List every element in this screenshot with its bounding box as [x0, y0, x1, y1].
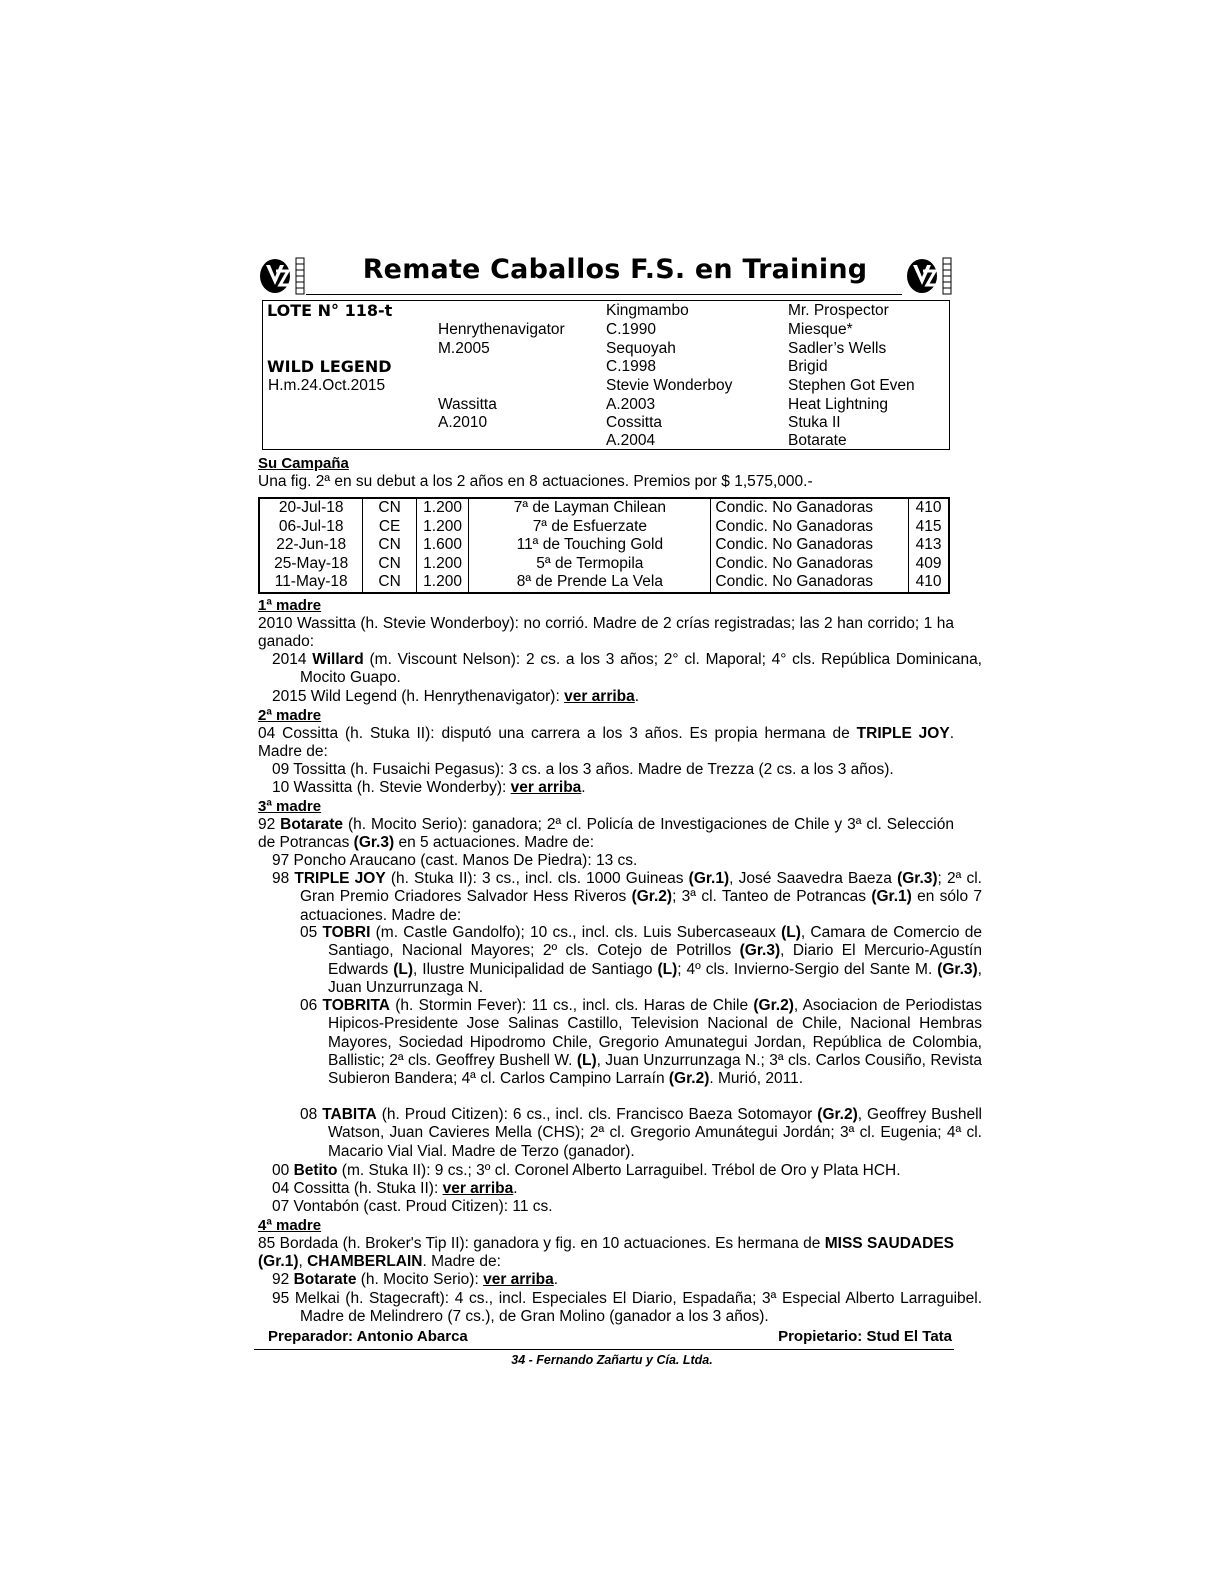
grandsire-1: Kingmambo [606, 302, 689, 319]
race-distance: 1.200 [416, 518, 468, 537]
table-row [259, 555, 949, 574]
race-weight: 415 [909, 518, 949, 537]
table-row [259, 573, 949, 593]
grandsire-2-info: A.2003 [606, 396, 656, 413]
third-dam-intro: 92 Botarate (h. Mocito Serio): ganadora; 2ª cl. Policía de Investigaciones de Chile y 3ª cl. Selección de Potrancas (Gr.3) en 5 actuaciones. Madre de: [258, 816, 954, 852]
race-track: CN [363, 498, 416, 518]
fourth-dam-foal: 92 Botarate (h. Mocito Serio): ver arriba. [272, 1271, 559, 1288]
sire-name: Henrythenavigator [438, 321, 565, 338]
race-weight: 410 [909, 573, 949, 593]
race-result: 8ª de Prende La Vela [469, 573, 711, 593]
first-dam-intro: 2010 Wassitta (h. Stevie Wonderboy): no corrió. Madre de 2 crías registradas; las 2 han corrido; 1 ha ganado: [258, 615, 954, 651]
ancestor-1: Mr. Prospector [788, 302, 889, 319]
race-result: 11ª de Touching Gold [469, 536, 711, 555]
title-underline [306, 294, 902, 295]
race-condition: Condic. No Ganadoras [711, 573, 909, 593]
third-dam-foal: 97 Poncho Araucano (cast. Manos De Piedra): 13 cs. [272, 852, 638, 869]
race-condition: Condic. No Ganadoras [711, 498, 909, 518]
fourth-dam-heading: 4ª madre [258, 1217, 322, 1234]
third-dam-grandfoal: 08 TABITA (h. Proud Citizen): 6 cs., incl. cls. Francisco Baeza Sotomayor (Gr.2), Geoffrey Bushell Watson, Juan Cavieres Mella (CHS); 2ª cl. Gregorio Amunátegui Jordán; 3ª cl. Eugenia; 4ª cl. Macario Vial Vial. Madre de Terzo (ganador). [300, 1106, 982, 1160]
campaign-summary: Una fig. 2ª en su debut a los 2 años en 8 actuaciones. Premios por $ 1,575,000.- [258, 473, 813, 490]
third-dam-foal: 98 TRIPLE JOY (h. Stuka II): 3 cs., incl. cls. 1000 Guineas (Gr.1), José Saavedra Baeza (Gr.3); 2ª cl. Gran Premio Criadores Salvador Hess Riveros (Gr.2); 3ª cl. Tanteo de Potrancas (Gr.1) en sólo 7 actuaciones. Madre de: [272, 870, 982, 924]
race-distance: 1.200 [416, 555, 468, 574]
second-dam-foal: 09 Tossitta (h. Fusaichi Pegasus): 3 cs. a los 3 años. Madre de Trezza (2 cs. a los 3 años). [272, 761, 894, 778]
page-title: Remate Caballos F.S. en Training [362, 254, 868, 285]
dam-info: A.2010 [438, 414, 488, 431]
race-result: 7ª de Esfuerzate [469, 518, 711, 537]
third-dam-foal: 00 Betito (m. Stuka II): 9 cs.; 3º cl. Coronel Alberto Larraguibel. Trébol de Oro y Plata HCH. [272, 1162, 901, 1179]
ver-arriba-link[interactable]: ver arriba [442, 1180, 514, 1197]
table-row [259, 536, 949, 555]
grandsire-1-info: C.1990 [606, 321, 656, 338]
fourth-dam-intro: 85 Bordada (h. Broker's Tip II): ganadora y fig. en 10 actuaciones. Es hermana de MISS SAUDADES (Gr.1), CHAMBERLAIN. Madre de: [258, 1235, 954, 1271]
race-date: 06-Jul-18 [259, 518, 363, 537]
trainer-label: Preparador: Antonio Abarca [268, 1328, 468, 1345]
race-date: 22-Jun-18 [259, 536, 363, 555]
race-weight: 413 [909, 536, 949, 555]
race-date: 25-May-18 [259, 555, 363, 574]
campaign-table [258, 497, 950, 594]
race-date: 11-May-18 [259, 573, 363, 593]
race-track: CN [363, 573, 416, 593]
ver-arriba-link[interactable]: ver arriba [483, 1271, 554, 1288]
race-distance: 1.200 [416, 573, 468, 593]
race-condition: Condic. No Ganadoras [711, 555, 909, 574]
owner-label: Propietario: Stud El Tata [778, 1328, 952, 1345]
race-track: CN [363, 536, 416, 555]
ancestor-4: Brigid [788, 358, 828, 375]
table-row [259, 498, 949, 518]
granddam-1-info: C.1998 [606, 358, 656, 375]
grandsire-2: Stevie Wonderboy [606, 377, 733, 394]
race-condition: Condic. No Ganadoras [711, 536, 909, 555]
sire-info: M.2005 [438, 340, 490, 357]
horse-info: H.m.24.Oct.2015 [268, 377, 386, 394]
table-row [259, 518, 949, 537]
race-condition: Condic. No Ganadoras [711, 518, 909, 537]
first-dam-foal: 2015 Wild Legend (h. Henrythenavigator): ver arriba. [272, 688, 640, 705]
fourth-dam-foal: 95 Melkai (h. Stagecraft): 4 cs., incl. Especiales El Diario, Espadaña; 3ª Especial Alberto Larraguibel. Madre de Melindrero (7 cs.), de Gran Molino (ganador a los 3 años). [272, 1290, 982, 1326]
page-number: 34 - Fernando Zañartu y Cía. Ltda. [511, 1353, 713, 1367]
ancestor-8: Botarate [788, 432, 847, 449]
pedigree-box [262, 300, 950, 450]
race-track: CE [363, 518, 416, 537]
second-dam-intro: 04 Cossitta (h. Stuka II): disputó una carrera a los 3 años. Es propia hermana de TRIPLE JOY. Madre de: [258, 725, 954, 761]
granddam-2: Cossitta [606, 414, 662, 431]
ver-arriba-link[interactable]: ver arriba [510, 779, 582, 796]
first-dam-foal: 2014 Willard (m. Viscount Nelson): 2 cs. a los 3 años; 2° cl. Maporal; 4° cls. República Dominicana, Mocito Guapo. [272, 651, 982, 687]
ancestor-5: Stephen Got Even [788, 377, 915, 394]
horse-name: WILD LEGEND [267, 357, 392, 376]
third-dam-grandfoal: 06 TOBRITA (h. Stormin Fever): 11 cs., incl. cls. Haras de Chile (Gr.2), Asociacion de Periodistas Hipicos-Presidente Jose Salinas Castillo, Television Nacional de Chile, Nacional Hembras Mayores, Sociedad Hipodromo Chile, Gregorio Amunategui Jordan, República de Colombia, Ballistic; 2ª cls. Geoffrey Bushell W. (L), Juan Unzurrunzaga N.; 3ª cls. Carlos Cousiño, Revista Subieron Bandera; 4ª cl. Carlos Campino Larraín (Gr.2). Murió, 2011. [300, 997, 983, 1088]
race-distance: 1.600 [416, 536, 468, 555]
ancestor-7: Stuka II [788, 414, 841, 431]
third-dam-foal: 04 Cossitta (h. Stuka II): ver arriba. [272, 1180, 518, 1197]
granddam-2-info: A.2004 [606, 432, 656, 449]
remates-logo-icon [905, 255, 955, 297]
second-dam-heading: 2ª madre [258, 707, 322, 724]
ancestor-6: Heat Lightning [788, 396, 888, 413]
race-result: 7ª de Layman Chilean [469, 498, 711, 518]
third-dam-foal: 07 Vontabón (cast. Proud Citizen): 11 cs. [272, 1198, 553, 1215]
lote-number: LOTE N° 118-t [267, 301, 393, 320]
race-date: 20-Jul-18 [259, 498, 363, 518]
remates-logo-icon [258, 255, 308, 297]
ancestor-3: Sadler’s Wells [788, 340, 887, 357]
dam-name: Wassitta [438, 396, 497, 413]
footer-rule [254, 1349, 954, 1350]
third-dam-heading: 3ª madre [258, 798, 322, 815]
race-weight: 410 [909, 498, 949, 518]
race-distance: 1.200 [416, 498, 468, 518]
third-dam-grandfoal: 05 TOBRI (m. Castle Gandolfo); 10 cs., incl. cls. Luis Subercaseaux (L), Camara de Comercio de Santiago, Nacional Mayores; 2º cls. Cotejo de Potrillos (Gr.3), Diario El Mercurio-Agustín Edwards (L), Ilustre Municipalidad de Santiago (L); 4º cls. Invierno-Sergio del Sante M. (Gr.3), Juan Unzurrunzaga N. [300, 924, 982, 996]
first-dam-heading: 1ª madre [258, 597, 322, 614]
campaign-heading: Su Campaña [258, 455, 349, 472]
race-track: CN [363, 555, 416, 574]
race-weight: 409 [909, 555, 949, 574]
race-result: 5ª de Termopila [469, 555, 711, 574]
ancestor-2: Miesque* [788, 321, 853, 338]
granddam-1: Sequoyah [606, 340, 676, 357]
second-dam-foal: 10 Wassitta (h. Stevie Wonderby): ver arriba. [272, 779, 586, 796]
ver-arriba-link[interactable]: ver arriba [564, 688, 635, 705]
